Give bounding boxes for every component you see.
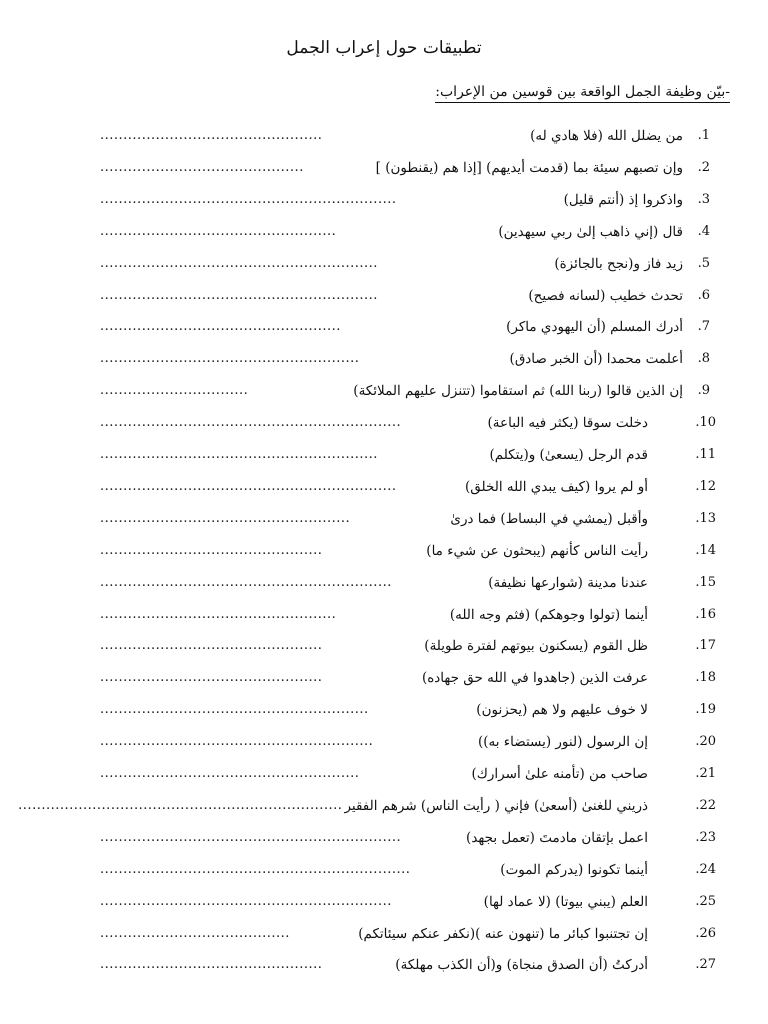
exercise-number: .8	[697, 351, 710, 367]
exercise-number: .21	[695, 766, 716, 781]
exercise-number: .10	[695, 415, 716, 431]
answer-dotted-line: ...............................................................	[100, 574, 392, 590]
exercise-sentence: زيد فاز و(نجح بالجائزة)	[554, 255, 683, 272]
exercise-sentence: من يضلل الله (فلا هادي له)	[530, 128, 683, 144]
answer-dotted-line: ................................................	[100, 957, 323, 973]
exercise-sentence: عندنا مدينة (شوارعها نظيفة)	[488, 574, 648, 591]
exercise-item	[0, 638, 768, 668]
exercise-sentence: أو لم يروا (كيف يبدي الله الخلق)	[465, 478, 648, 495]
exercise-number: .17	[695, 638, 716, 654]
answer-dotted-line: ................................................	[100, 542, 323, 558]
exercise-item	[0, 543, 768, 573]
answer-dotted-line: ...............................................................	[100, 893, 392, 909]
exercise-item	[0, 192, 768, 222]
exercise-number: .27	[695, 957, 716, 973]
exercise-item	[0, 128, 768, 158]
exercise-number: .13	[695, 510, 716, 526]
answer-dotted-line: .................................................................	[100, 415, 402, 431]
exercise-item	[0, 734, 768, 764]
answer-dotted-line: ...........................................................	[100, 734, 374, 750]
answer-dotted-line: ......................................................................	[18, 797, 343, 813]
exercise-number: .5	[697, 255, 710, 271]
exercise-number: .25	[695, 893, 716, 909]
exercise-number: .18	[695, 670, 716, 686]
exercise-sentence: لا خوف عليهم ولا هم (يحزنون)	[476, 702, 648, 719]
exercise-sentence: أدرك المسلم (أن اليهودي ماكر)	[506, 319, 683, 336]
answer-dotted-line: ............................................................	[100, 447, 378, 462]
exercise-number: .16	[695, 606, 716, 622]
exercise-sentence: إن الرسول (لنور (يستضاء به))	[477, 734, 648, 751]
exercise-number: .22	[695, 797, 716, 813]
exercise-number: .23	[695, 829, 716, 845]
answer-dotted-line: ..........................................................	[100, 702, 369, 718]
answer-dotted-line: ...................................................	[100, 606, 337, 622]
exercise-number: .12	[695, 478, 716, 494]
exercise-sentence: وإن تصبهم سيئة بما (قدمت أيديهم) [إذا هم (يقنطون) ]	[375, 159, 683, 176]
exercise-sentence: ظل القوم (يسكنون بيوتهم لفترة طويلة)	[424, 638, 648, 655]
exercise-item	[0, 607, 768, 637]
exercise-sentence: عرفت الذين (جاهدوا في الله حق جهاده)	[421, 670, 648, 687]
exercise-sentence: تحدث خطيب (لسانه فصيح)	[528, 287, 683, 304]
answer-dotted-line: ................................................	[100, 670, 323, 686]
exercise-sentence: واذكروا إذ (أنتم قليل)	[563, 191, 683, 208]
exercise-item	[0, 319, 768, 349]
answer-dotted-line: ................................................	[100, 128, 323, 143]
answer-dotted-line: ....................................................	[100, 319, 341, 335]
exercise-item	[0, 862, 768, 892]
exercise-sentence: العلم (يبني بيوتا) (لا عماد لها)	[483, 893, 648, 910]
exercise-number: .3	[697, 191, 710, 207]
exercise-number: .6	[697, 287, 710, 303]
answer-dotted-line: ................................	[100, 383, 249, 399]
exercise-item	[0, 798, 768, 828]
exercise-sentence: دخلت سوقا (يكثر فيه الباعة)	[487, 415, 648, 432]
exercise-item	[0, 894, 768, 924]
exercise-item	[0, 160, 768, 190]
exercise-number: .15	[695, 574, 716, 590]
answer-dotted-line: ...................................................................	[100, 861, 411, 877]
exercise-number: .26	[695, 925, 716, 941]
answer-dotted-line: .................................................................	[100, 829, 402, 845]
answer-dotted-line: ........................................................	[100, 351, 360, 367]
exercise-item	[0, 288, 768, 318]
answer-dotted-line: .........................................	[100, 925, 290, 941]
page-title: تطبيقات حول إعراب الجمل	[286, 38, 482, 58]
exercise-item	[0, 383, 768, 413]
answer-dotted-line: ...................................................	[100, 223, 337, 239]
exercise-item	[0, 224, 768, 254]
exercise-sentence: إن تجتنبوا كبائر ما (تنهون عنه )(نكفر عنكم سيئاتكم)	[358, 925, 648, 942]
answer-dotted-line: ............................................................	[100, 287, 378, 303]
exercise-number: .9	[697, 383, 710, 399]
exercise-item	[0, 447, 768, 477]
exercise-sentence: وأقبل (يمشي في البساط) فما درىٰ	[450, 510, 648, 527]
answer-dotted-line: ......................................................	[100, 510, 351, 526]
exercise-number: .20	[695, 734, 716, 750]
exercise-item	[0, 479, 768, 509]
exercise-sentence: رأيت الناس كأنهم (يبحثون عن شيء ما)	[426, 542, 648, 559]
exercise-sentence: اعمل بإتقان مادمتَ (تعمل بجهد)	[466, 829, 648, 846]
exercise-item	[0, 256, 768, 286]
exercise-sentence: أينما (تولوا وجوهكم) (فثم وجه الله)	[449, 606, 648, 623]
exercise-item	[0, 830, 768, 860]
exercise-sentence: ذريني للغنىٰ (أسعىٰ) فإني ( رأيت الناس) شرهم الفقير	[344, 797, 648, 814]
exercise-sentence: صاحب من (تأمنه علىٰ أسرارك)	[471, 766, 648, 782]
exercise-number: .4	[697, 223, 710, 239]
exercise-number: .14	[695, 542, 716, 558]
instruction-line: -بيّن وظيفة الجمل الواقعة بين قوسين من الإعراب:	[435, 84, 730, 103]
answer-dotted-line: ............................................................	[100, 255, 378, 271]
exercise-sentence: أدركتُ (أن الصدق منجاة) و(أن الكذب مهلكة)	[395, 957, 648, 974]
answer-dotted-line: ................................................................	[100, 191, 397, 207]
exercise-item	[0, 957, 768, 987]
exercise-item	[0, 766, 768, 796]
exercise-number: .11	[695, 447, 716, 462]
exercise-number: .2	[697, 159, 710, 175]
exercise-number: .24	[695, 861, 716, 877]
exercise-item	[0, 702, 768, 732]
exercise-number: .1	[697, 128, 710, 143]
exercise-item	[0, 926, 768, 956]
exercise-item	[0, 511, 768, 541]
answer-dotted-line: ................................................	[100, 638, 323, 654]
exercise-number: .19	[695, 702, 716, 718]
exercise-item	[0, 575, 768, 605]
answer-dotted-line: ........................................................	[100, 766, 360, 781]
exercise-sentence: قدم الرجل (يسعىٰ) و(يتكلم)	[489, 447, 648, 463]
exercise-sentence: أينما تكونوا (يدركم الموت)	[500, 861, 648, 878]
answer-dotted-line: ............................................	[100, 159, 304, 175]
exercise-item	[0, 351, 768, 381]
exercise-sentence: قال (إني ذاهب إلىٰ ربي سيهدين)	[498, 223, 683, 240]
answer-dotted-line: ................................................................	[100, 478, 397, 494]
exercise-item	[0, 670, 768, 700]
exercise-item	[0, 415, 768, 445]
exercise-number: .7	[697, 319, 710, 335]
exercise-sentence: إن الذين قالوا (ربنا الله) ثم استقاموا (تتنزل عليهم الملائكة)	[353, 383, 683, 400]
exercise-sentence: أعلمت محمدا (أن الخبر صادق)	[509, 351, 683, 368]
